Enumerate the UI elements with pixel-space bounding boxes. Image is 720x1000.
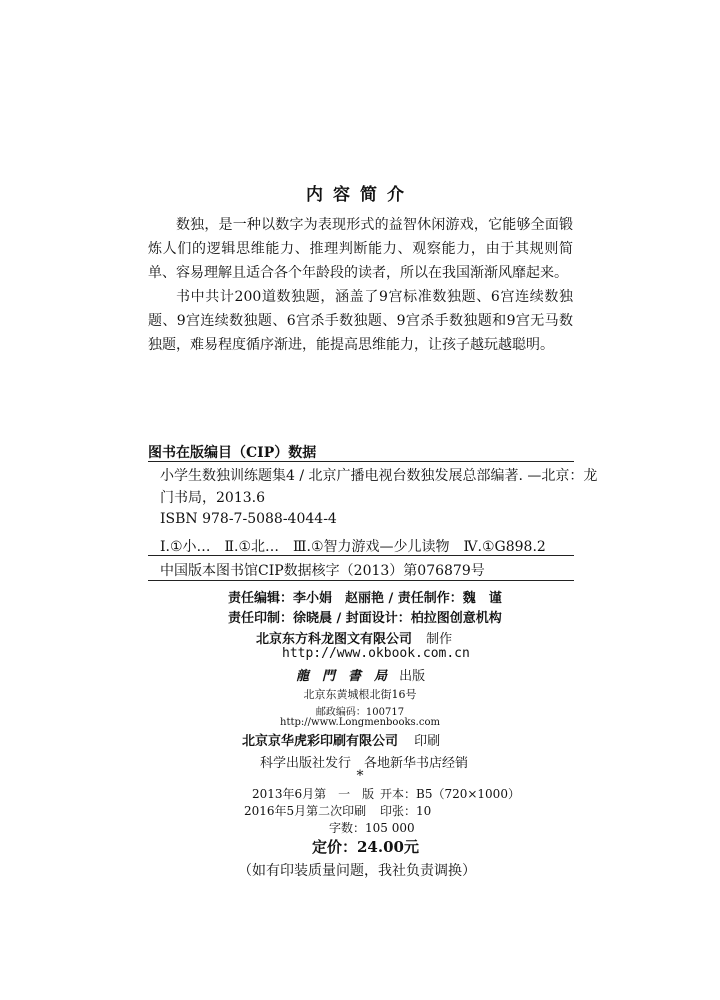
spec-printing: 2016年5月第二次印刷 — [244, 804, 367, 818]
publisher-role: 出版 — [399, 669, 426, 684]
page-title: 内容简介 — [306, 185, 414, 205]
distribution: 科学出版社发行 各地新华书店经销 — [260, 756, 469, 771]
spec-edition: 2013年6月第 一 版 — [252, 787, 375, 801]
cip-mid-divider — [148, 555, 574, 556]
cip-top-divider — [148, 461, 574, 462]
credits-printing: 责任印制：徐晓晨 / 封面设计：柏拉图创意机构 — [228, 611, 502, 626]
price: 定价：24.00元 — [312, 838, 419, 856]
producer-line — [256, 628, 452, 647]
intro-paragraph-1: 数独，是一种以数字为表现形式的益智休闲游戏，它能够全面锻炼人们的逻辑思维能力、推理判断能力、观察能力，由于其规则简单、容易理解且适合各个年龄段的读者，所以在我国渐渐风靡起来。 — [148, 217, 573, 281]
cip-heading: 图书在版编目（CIP）数据 — [148, 445, 317, 461]
printer-role: 印刷 — [414, 734, 441, 749]
printer-line — [242, 730, 440, 749]
publisher-name: 龍 門 書 局 — [296, 669, 388, 684]
producer-role: 制作 — [426, 632, 453, 647]
intro-paragraph-2: 书中共计200道数独题，涵盖了9宫标准数独题、6宫连续数独题、9宫连续数独题、6宫杀手数独题、9宫杀手数独题和9宫无马数独题，难易程度循序渐进，能提高思维能力，让孩子越玩越聪明。 — [148, 289, 573, 353]
cip-record: 中国版本图书馆CIP数据核字（2013）第076879号 — [160, 563, 485, 579]
publisher-address: 北京东黄城根北街16号 — [303, 688, 417, 701]
spec-word-count: 字数：105 000 — [329, 821, 415, 835]
producer-name: 北京东方科龙图文有限公司 — [256, 632, 413, 647]
printer-name: 北京京华虎彩印刷有限公司 — [242, 734, 399, 749]
publisher-line — [296, 665, 425, 684]
quality-notice: （如有印装质量问题，我社负责调换） — [238, 863, 476, 879]
asterisk-separator: * — [356, 768, 364, 784]
cip-line-2: 门书局，2013.6 — [160, 490, 265, 506]
cip-line-1: 小学生数独训练题集4 / 北京广播电视台数独发展总部编著. —北京：龙 — [160, 468, 598, 484]
cip-isbn: ISBN 978-7-5088-4044-4 — [160, 511, 337, 527]
spec-format: 开本：B5（720×1000） — [380, 787, 520, 801]
cip-bottom-divider — [148, 580, 574, 581]
postal-code: 邮政编码：100717 — [315, 707, 405, 718]
credits-editors: 责任编辑：李小娟 赵丽艳 / 责任制作：魏 谨 — [228, 591, 502, 606]
publisher-url: http://www.Longmenbooks.com — [280, 717, 440, 728]
spec-sheets: 印张：10 — [380, 804, 432, 818]
cip-classification: Ⅰ.①小… Ⅱ.①北… Ⅲ.①智力游戏—少儿读物 Ⅳ.①G898.2 — [160, 539, 546, 555]
producer-url: http://www.okbook.com.cn — [282, 646, 470, 661]
